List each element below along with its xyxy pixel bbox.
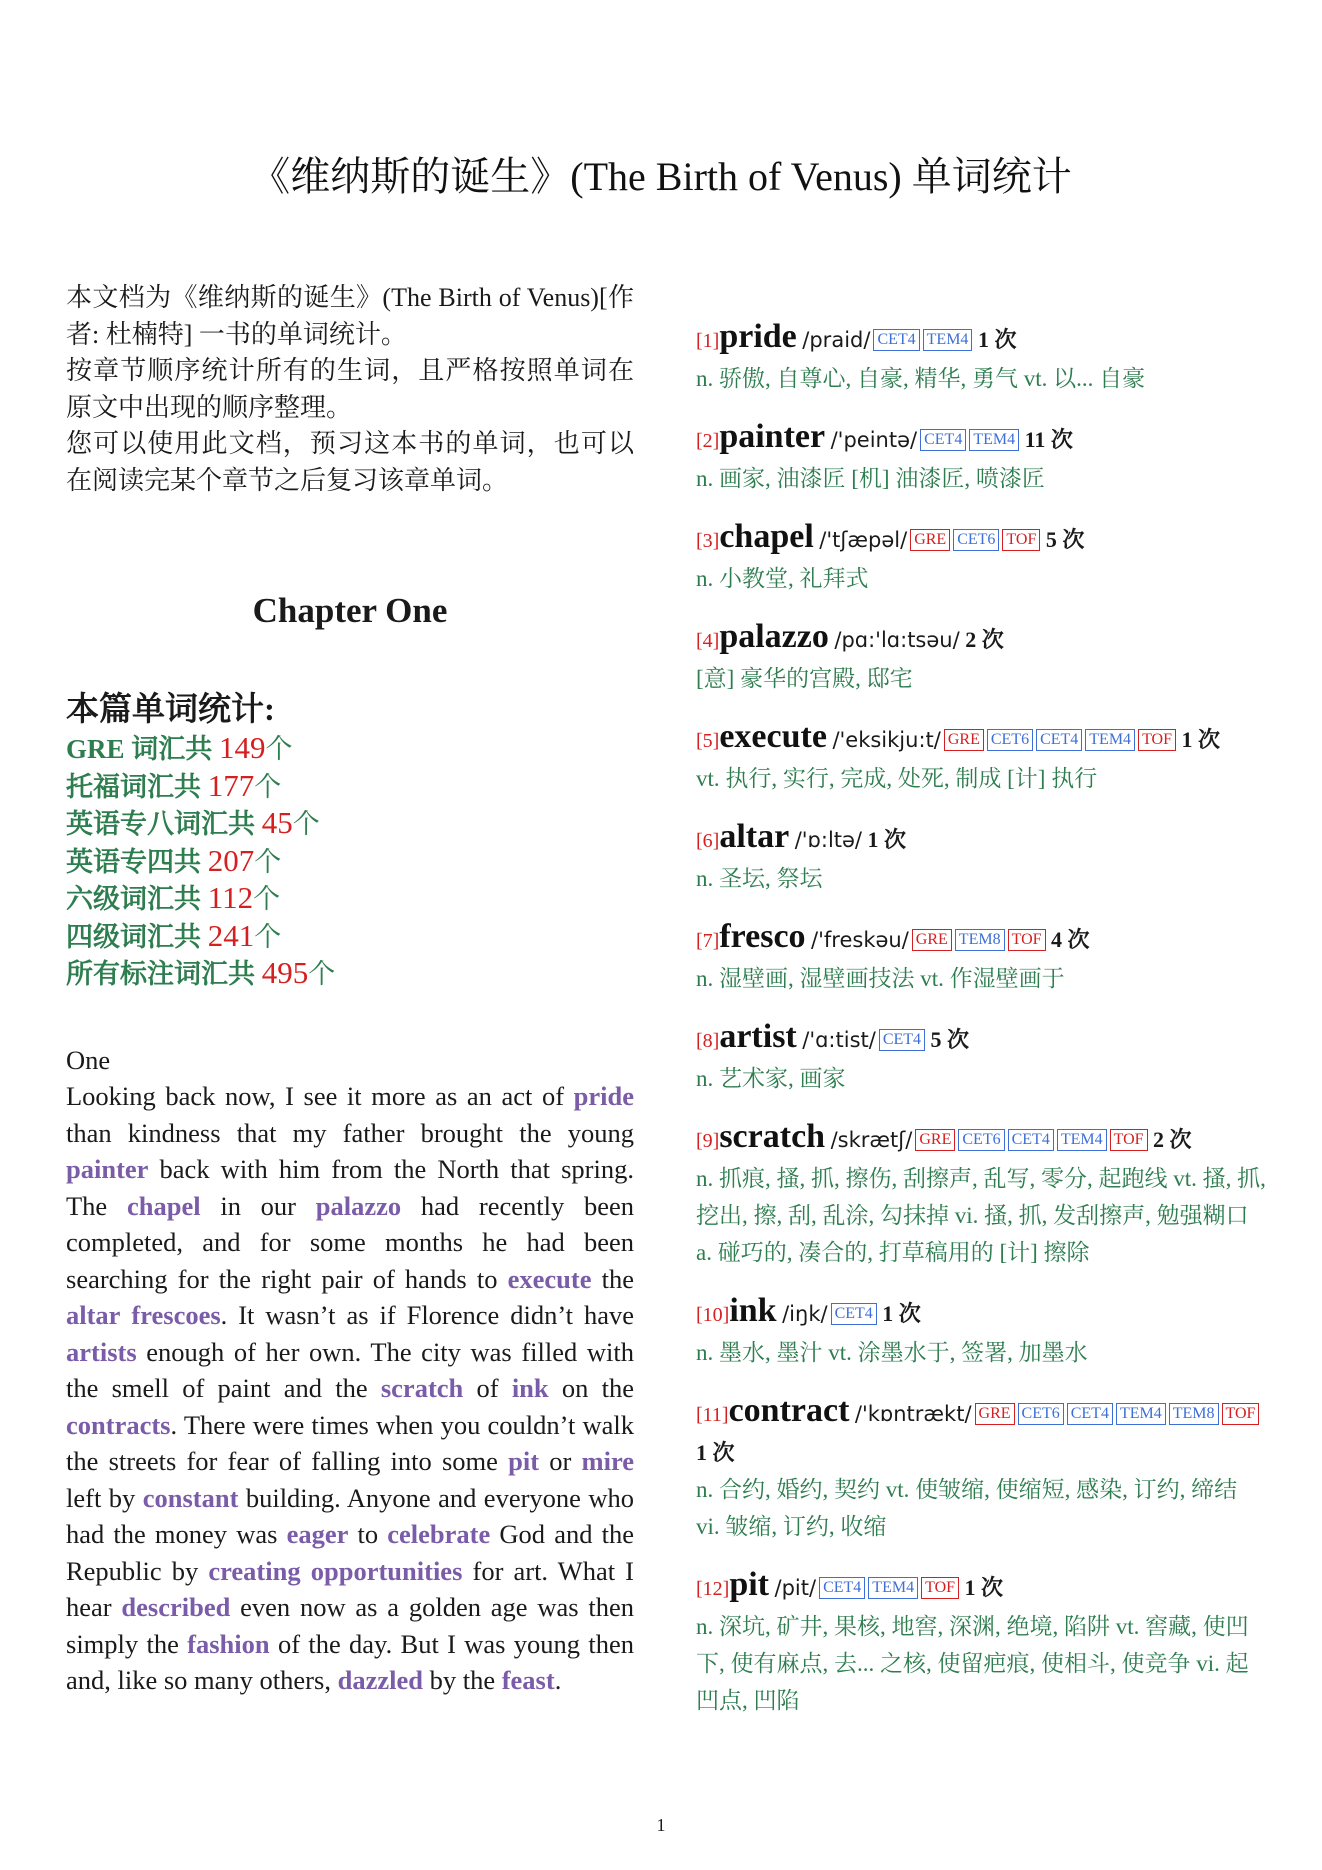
- vocab-word: chapel: [719, 518, 814, 555]
- vocab-list: [696, 318, 1266, 1740]
- story-segment: on the: [548, 1373, 634, 1403]
- story-segment: .: [554, 1665, 562, 1695]
- story-segment: the: [591, 1263, 635, 1294]
- vocab-entry: [696, 618, 1266, 697]
- vocab-count: 11 次: [1024, 427, 1073, 452]
- vocab-tag: TEM4: [969, 429, 1019, 451]
- vocab-word: artist: [719, 1018, 797, 1055]
- stats-list: [66, 730, 634, 993]
- highlighted-word: artists: [66, 1336, 137, 1367]
- stat-label: 英语专四共: [66, 846, 208, 877]
- vocab-word: contract: [728, 1392, 850, 1429]
- vocab-tag: TEM8: [1169, 1403, 1219, 1425]
- highlighted-word: mire: [581, 1446, 634, 1476]
- story-segment: than kindness that my father brought the young: [66, 1117, 634, 1148]
- stat-count: 207: [207, 842, 255, 878]
- vocab-index: [12]: [696, 1578, 730, 1600]
- intro-line: 您可以使用此文档，预习这本书的单词，也可以在阅读完某个章节之后复习该章单词。: [66, 429, 634, 495]
- vocab-tag: CET4: [873, 329, 919, 351]
- vocab-tag: CET6: [987, 729, 1033, 751]
- vocab-tag: CET6: [953, 529, 999, 551]
- vocab-head: [696, 1566, 1266, 1608]
- vocab-head: [696, 818, 1266, 860]
- vocab-tag: GRE: [975, 1403, 1015, 1425]
- highlighted-word: contracts: [66, 1409, 171, 1440]
- stat-unit: 个: [254, 921, 282, 952]
- story-segment: . There were times when you couldn’t walk the streets for fear of falling into some: [66, 1409, 634, 1476]
- story-segment: Looking back now, I see it more as an act of: [66, 1081, 574, 1111]
- story-segment: of: [463, 1373, 512, 1403]
- story-segment: left by: [66, 1482, 143, 1513]
- vocab-tag: TOF: [921, 1577, 959, 1599]
- vocab-tag: TEM4: [1057, 1129, 1107, 1151]
- left-column: [66, 280, 634, 1699]
- vocab-count: 5 次: [930, 1027, 970, 1052]
- story-segment: had recently been completed, and for some months he had been searching for the right pair of hands to: [66, 1190, 635, 1294]
- vocab-count: 2 次: [965, 627, 1004, 652]
- vocab-count: 1 次: [977, 327, 1017, 352]
- vocab-count: 1 次: [867, 827, 907, 852]
- highlighted-word: scratch: [380, 1373, 464, 1403]
- intro-line: 本文档为《维纳斯的诞生》(The Birth of Venus)[作者: 杜楠特] 一书的单词统计。: [66, 283, 634, 349]
- vocab-pronunciation: /'eksikju:t/: [832, 728, 941, 752]
- stat-row: [66, 805, 634, 843]
- vocab-index: [6]: [696, 830, 720, 852]
- vocab-index: [2]: [696, 430, 720, 452]
- vocab-tag: GRE: [910, 529, 950, 551]
- vocab-entry: [696, 1018, 1266, 1097]
- vocab-count: 1 次: [964, 1575, 1004, 1600]
- page-number: 1: [656, 1815, 666, 1835]
- vocab-tag: CET4: [1008, 1129, 1054, 1151]
- vocab-index: [8]: [696, 1030, 720, 1052]
- stat-unit: 个: [265, 734, 293, 764]
- stat-count: 177: [207, 767, 255, 803]
- highlighted-word: painter: [66, 1154, 149, 1184]
- vocab-tag: CET4: [1067, 1403, 1113, 1425]
- vocab-pronunciation: /pɑ:'lɑ:tsəu/: [834, 628, 960, 652]
- vocab-head: [696, 318, 1266, 360]
- vocab-definition: n. 深坑, 矿井, 果核, 地窖, 深渊, 绝境, 陷阱 vt. 窖藏, 使凹下, 使有麻点, 去... 之核, 使留疤痕, 使相斗, 使竞争 vi. 起凹点, 凹陷: [696, 1614, 1249, 1713]
- story-segment: . It wasn’t as if Florence didn’t have: [220, 1300, 634, 1330]
- vocab-definition: [意] 豪华的宫殿, 邸宅: [696, 666, 913, 691]
- stat-unit: 个: [253, 884, 281, 914]
- vocab-entry: [696, 418, 1266, 497]
- stat-unit: 个: [254, 846, 282, 877]
- vocab-tag: CET4: [819, 1577, 865, 1599]
- vocab-count: 5 次: [1045, 527, 1085, 552]
- vocab-count: 1 次: [882, 1301, 921, 1326]
- story-segment: even now as a golden age was then simply the: [66, 1592, 634, 1659]
- vocab-tag: CET4: [1036, 729, 1082, 751]
- vocab-entry: [696, 1392, 1266, 1545]
- story-text: [66, 1042, 634, 1699]
- stat-label: 托福词汇共: [66, 771, 208, 802]
- story-segment: God and the Republic by: [66, 1519, 634, 1586]
- vocab-tag: TEM4: [1116, 1403, 1166, 1425]
- vocab-tag: CET4: [920, 429, 966, 451]
- stat-unit: 个: [308, 959, 336, 989]
- vocab-pronunciation: /'peintə/: [830, 428, 918, 452]
- highlighted-word: execute: [507, 1263, 592, 1294]
- story-segment: for art. What I hear: [66, 1555, 634, 1622]
- vocab-head: [696, 518, 1266, 560]
- story-segment: building. Anyone and everyone who had the money was: [66, 1482, 634, 1549]
- vocab-tag: TEM8: [955, 929, 1005, 951]
- vocab-tag: TEM4: [923, 329, 973, 351]
- stat-count: 149: [219, 730, 266, 765]
- story-segment: [301, 1556, 311, 1586]
- story-segment: to: [348, 1519, 388, 1549]
- highlighted-word: described: [121, 1592, 231, 1622]
- vocab-index: [9]: [696, 1130, 720, 1152]
- highlighted-word: celebrate: [387, 1519, 491, 1549]
- vocab-count: 1 次: [1181, 727, 1221, 752]
- vocab-pronunciation: /pit/: [774, 1576, 817, 1600]
- vocab-pronunciation: /iŋk/: [782, 1302, 828, 1326]
- vocab-index: [11]: [696, 1404, 729, 1426]
- stats-heading: 本篇单词统计:: [66, 692, 275, 728]
- vocab-definition: n. 圣坛, 祭坛: [696, 866, 823, 891]
- vocab-word: palazzo: [719, 618, 829, 655]
- vocab-definition: n. 湿壁画, 湿壁画技法 vt. 作湿壁画于: [696, 966, 1065, 991]
- highlighted-word: dazzled: [337, 1665, 423, 1695]
- highlighted-word: pit: [508, 1446, 540, 1476]
- vocab-pronunciation: /'ɒ:ltə/: [794, 828, 863, 852]
- vocab-tag: TOF: [1110, 1129, 1148, 1151]
- vocab-head: [696, 718, 1266, 760]
- page-title: 《维纳斯的诞生》(The Birth of Venus) 单词统计: [250, 154, 1072, 199]
- vocab-head: [696, 618, 1266, 660]
- vocab-tag: TOF: [1008, 929, 1046, 951]
- vocab-tag: CET4: [831, 1303, 877, 1325]
- vocab-tag: GRE: [912, 929, 952, 951]
- vocab-word: ink: [729, 1292, 777, 1329]
- intro-line: 按章节顺序统计所有的生词，且严格按照单词在原文中出现的顺序整理。: [66, 356, 634, 422]
- highlighted-word: chapel: [126, 1190, 201, 1221]
- vocab-tag: TEM4: [1085, 729, 1135, 751]
- stat-label: 六级词汇共: [66, 884, 208, 914]
- vocab-tag: GRE: [944, 729, 984, 751]
- vocab-index: [10]: [696, 1304, 730, 1326]
- vocab-definition: vt. 执行, 实行, 完成, 处死, 制成 [计] 执行: [696, 766, 1098, 791]
- vocab-entry: [696, 1566, 1266, 1719]
- vocab-pronunciation: /'ɑ:tist/: [802, 1028, 876, 1052]
- vocab-entry: [696, 818, 1266, 897]
- story-segment: [120, 1300, 131, 1330]
- vocab-tag: CET6: [1018, 1403, 1064, 1425]
- stat-row: [66, 768, 634, 806]
- vocab-definition: n. 合约, 婚约, 契约 vt. 使皱缩, 使缩短, 感染, 订约, 缔结 vi. 皱缩, 订约, 收缩: [696, 1477, 1238, 1539]
- vocab-head: [696, 918, 1266, 960]
- stat-row: [66, 918, 634, 956]
- stat-label: 所有标注词汇共: [66, 959, 262, 989]
- vocab-entry: [696, 918, 1266, 997]
- vocab-pronunciation: /skrætʃ/: [830, 1128, 913, 1152]
- vocab-entry: [696, 1118, 1266, 1271]
- vocab-head: [696, 418, 1266, 460]
- vocab-count: 4 次: [1051, 927, 1090, 952]
- story-segment: in our: [200, 1190, 316, 1221]
- vocab-word: pride: [719, 318, 797, 355]
- stat-label: 四级词汇共: [66, 921, 208, 952]
- vocab-definition: n. 艺术家, 画家: [696, 1066, 846, 1091]
- vocab-head: [696, 1292, 1266, 1334]
- vocab-index: [3]: [696, 530, 720, 552]
- intro-text: [66, 280, 634, 499]
- highlighted-word: feast: [501, 1665, 555, 1695]
- vocab-index: [4]: [696, 630, 720, 652]
- highlighted-word: creating: [208, 1555, 301, 1586]
- vocab-word: fresco: [719, 918, 806, 955]
- highlighted-word: palazzo: [315, 1190, 402, 1221]
- story-segment: One: [66, 1044, 111, 1075]
- highlighted-word: ink: [511, 1373, 549, 1403]
- stat-count: 45: [261, 805, 293, 840]
- vocab-pronunciation: /'kɒntrækt/: [854, 1402, 972, 1426]
- highlighted-word: constant: [142, 1482, 239, 1513]
- story-segment: by the: [422, 1665, 502, 1695]
- vocab-definition: n. 骄傲, 自尊心, 自豪, 精华, 勇气 vt. 以... 自豪: [696, 366, 1146, 391]
- highlighted-word: eager: [286, 1519, 349, 1549]
- vocab-tag: GRE: [915, 1129, 955, 1151]
- vocab-definition: n. 小教堂, 礼拜式: [696, 566, 869, 591]
- stat-count: 112: [207, 880, 254, 915]
- stat-row: [66, 955, 634, 993]
- vocab-count: 2 次: [1153, 1127, 1192, 1152]
- highlighted-word: opportunities: [310, 1555, 463, 1586]
- highlighted-word: frescoes: [131, 1300, 221, 1330]
- vocab-entry: [696, 718, 1266, 797]
- vocab-entry: [696, 318, 1266, 397]
- story-segment: or: [539, 1446, 582, 1476]
- vocab-definition: n. 墨水, 墨汁 vt. 涂墨水于, 签署, 加墨水: [696, 1340, 1088, 1365]
- vocab-definition: n. 抓痕, 搔, 抓, 擦伤, 刮擦声, 乱写, 零分, 起跑线 vt. 搔, 抓, 挖出, 擦, 刮, 乱涂, 勾抹掉 vi. 搔, 抓, 发刮擦声, 勉强糊口 a. 碰巧的, 凑合的, 打草稿用的 [计] 擦除: [696, 1166, 1266, 1265]
- vocab-entry: [696, 518, 1266, 597]
- vocab-word: painter: [719, 418, 826, 455]
- vocab-entry: [696, 1292, 1266, 1371]
- vocab-tag: TOF: [1222, 1403, 1260, 1425]
- vocab-tag: TOF: [1002, 529, 1040, 551]
- story-segment: enough of her own. The city was filled with the smell of paint and the: [66, 1336, 634, 1403]
- vocab-word: altar: [719, 818, 790, 855]
- stat-row: [66, 730, 634, 768]
- vocab-tag: CET4: [879, 1029, 925, 1051]
- vocab-count: 1 次: [696, 1440, 735, 1465]
- vocab-index: [5]: [696, 730, 720, 752]
- story-segment: of the day. But I was young then and, like so many others,: [66, 1628, 634, 1695]
- vocab-tag: CET6: [958, 1129, 1004, 1151]
- vocab-word: execute: [719, 718, 827, 755]
- stat-label: GRE 词汇共: [66, 734, 220, 764]
- stat-unit: 个: [254, 771, 282, 802]
- vocab-index: [7]: [696, 930, 720, 952]
- vocab-pronunciation: /praid/: [802, 328, 871, 352]
- highlighted-word: pride: [573, 1081, 634, 1111]
- vocab-definition: n. 画家, 油漆匠 [机] 油漆匠, 喷漆匠: [696, 466, 1045, 491]
- vocab-head: [696, 1118, 1266, 1160]
- vocab-pronunciation: /'tʃæpəl/: [819, 528, 908, 552]
- vocab-word: pit: [729, 1566, 770, 1603]
- story-segment: back with him from the North that spring. The: [66, 1154, 634, 1221]
- stat-label: 英语专八词汇共: [66, 809, 262, 839]
- vocab-head: [696, 1018, 1266, 1060]
- stat-unit: 个: [292, 809, 320, 839]
- vocab-index: [1]: [696, 330, 720, 352]
- vocab-head: [696, 1392, 1266, 1471]
- vocab-tag: TEM4: [868, 1577, 918, 1599]
- highlighted-word: altar: [66, 1300, 121, 1330]
- stat-count: 495: [261, 955, 309, 990]
- stat-row: [66, 843, 634, 881]
- vocab-word: scratch: [719, 1118, 826, 1155]
- stat-row: [66, 880, 634, 918]
- chapter-title: Chapter One: [252, 591, 448, 630]
- highlighted-word: fashion: [187, 1628, 270, 1659]
- vocab-pronunciation: /'freskəu/: [811, 928, 909, 952]
- vocab-tag: TOF: [1138, 729, 1176, 751]
- stat-count: 241: [207, 917, 255, 953]
